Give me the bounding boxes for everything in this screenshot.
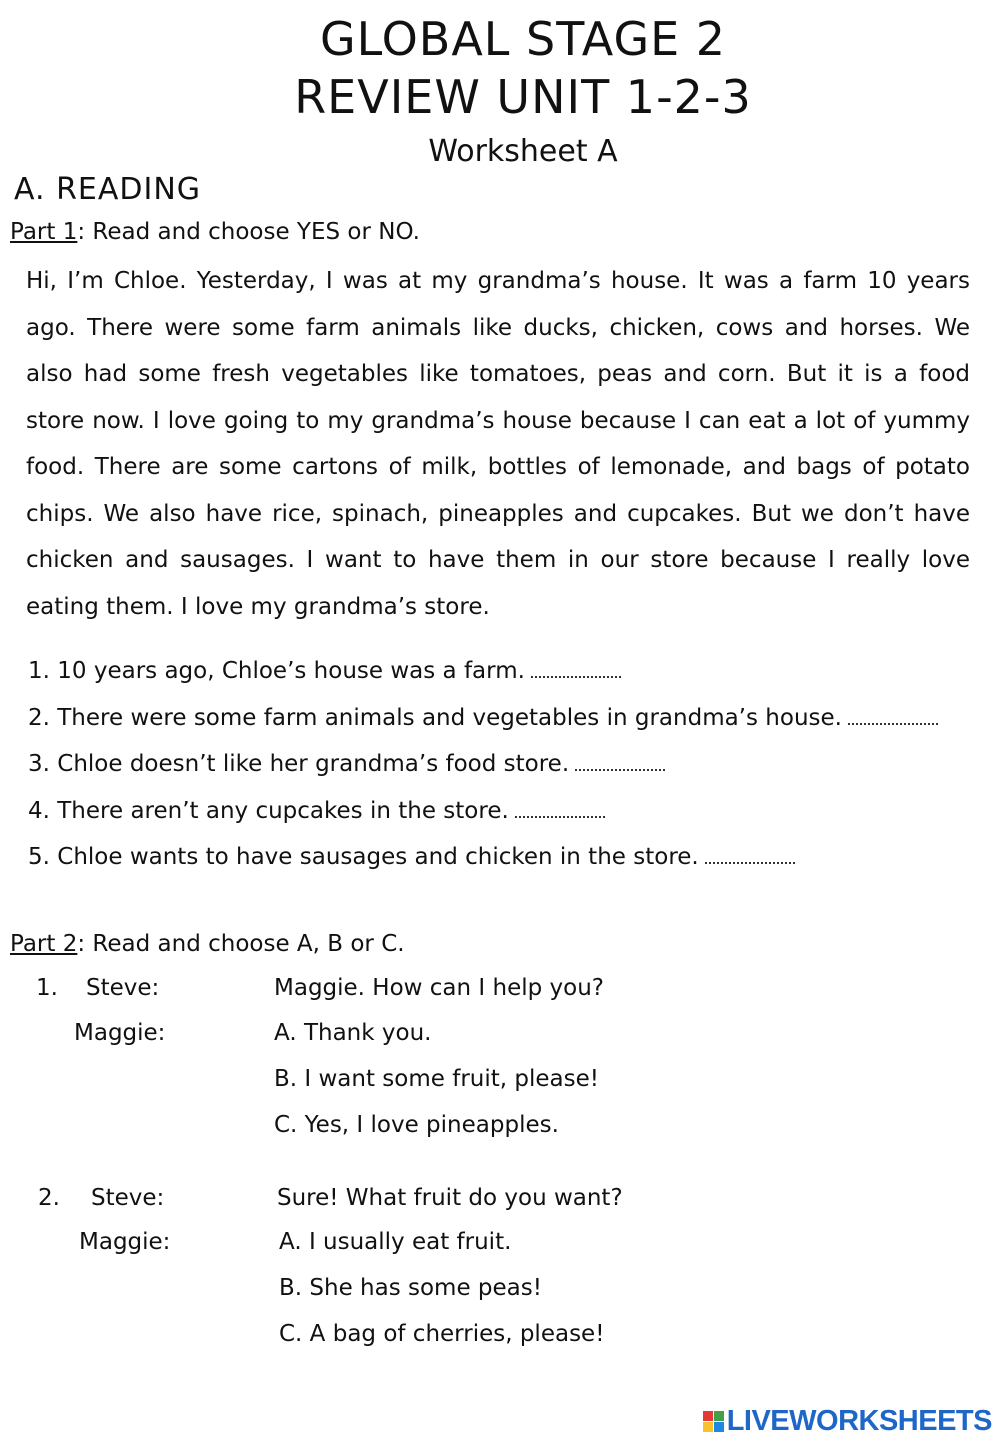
- yes-no-question-4: [28, 798, 605, 824]
- option-1b[interactable]: B. I want some fruit, please!: [274, 1066, 599, 1092]
- part2-instruction: : Read and choose A, B or C.: [77, 931, 405, 957]
- dialogue-number-2: 2.: [38, 1185, 60, 1211]
- option-2b[interactable]: B. She has some peas!: [279, 1275, 542, 1301]
- speaker-steve-2: Steve:: [91, 1185, 165, 1211]
- option-2a[interactable]: A. I usually eat fruit.: [279, 1229, 512, 1255]
- part2-heading: [10, 931, 405, 957]
- dialogue-number-1: 1.: [36, 975, 58, 1001]
- section-heading-reading: A. READING: [14, 172, 202, 207]
- speaker-maggie-1: Maggie:: [74, 1020, 166, 1046]
- speaker-maggie-2: Maggie:: [79, 1229, 171, 1255]
- logo-square-green: [714, 1411, 724, 1421]
- logo-square-red: [703, 1411, 713, 1421]
- logo-square-blue: [714, 1422, 724, 1432]
- part1-heading: [10, 219, 420, 245]
- question-text: 5. Chloe wants to have sausages and chicken in the store.: [28, 844, 699, 870]
- part1-instruction: : Read and choose YES or NO.: [77, 219, 420, 245]
- logo-square-yellow: [703, 1422, 713, 1432]
- yes-no-question-5: [28, 844, 795, 870]
- question-text: 3. Chloe doesn’t like her grandma’s food store.: [28, 751, 570, 777]
- worksheet-title-line1: GLOBAL STAGE 2: [319, 12, 727, 66]
- answer-blank-4[interactable]: [515, 810, 605, 818]
- reading-passage: Hi, I’m Chloe. Yesterday, I was at my grandma’s house. It was a farm 10 years ago. There were some farm animals like ducks, chicken, cows and horses. We also had some fresh vegetables like tomatoes, peas and corn. But it is a food store now. I love going to my grandma’s house because I can eat a lot of yummy food. There are some cartons of milk, bottles of lemonade, and bags of potato chips. We also have rice, spinach, pineapples and cupcakes. But we don’t have chicken and sausages. I want to have them in our store because I really love eating them. I love my grandma’s store.: [26, 268, 970, 620]
- liveworksheets-logo: [703, 1405, 992, 1438]
- yes-no-question-1: [28, 658, 621, 684]
- option-1a[interactable]: A. Thank you.: [274, 1020, 432, 1046]
- question-text: 4. There aren’t any cupcakes in the store.: [28, 798, 509, 824]
- answer-blank-5[interactable]: [705, 856, 795, 864]
- steve-line-1: Maggie. How can I help you?: [274, 975, 605, 1001]
- logo-text: LIVEWORKSHEETS: [726, 1405, 992, 1437]
- answer-blank-1[interactable]: [531, 670, 621, 678]
- part2-label: Part 2: [10, 931, 78, 957]
- answer-blank-2[interactable]: [848, 717, 938, 725]
- question-text: 2. There were some farm animals and vegetables in grandma’s house.: [28, 705, 842, 731]
- option-1c[interactable]: C. Yes, I love pineapples.: [274, 1112, 559, 1138]
- answer-blank-3[interactable]: [575, 763, 665, 771]
- option-2c[interactable]: C. A bag of cherries, please!: [279, 1321, 605, 1347]
- yes-no-question-2: [28, 705, 938, 731]
- worksheet-subtitle: Worksheet A: [428, 134, 618, 169]
- logo-squares-icon: [703, 1411, 724, 1432]
- part1-label: Part 1: [10, 219, 78, 245]
- speaker-steve-1: Steve:: [86, 975, 160, 1001]
- steve-line-2: Sure! What fruit do you want?: [277, 1185, 623, 1211]
- yes-no-question-3: [28, 751, 665, 777]
- question-text: 1. 10 years ago, Chloe’s house was a farm.: [28, 658, 525, 684]
- worksheet-title-line2: REVIEW UNIT 1-2-3: [294, 70, 752, 124]
